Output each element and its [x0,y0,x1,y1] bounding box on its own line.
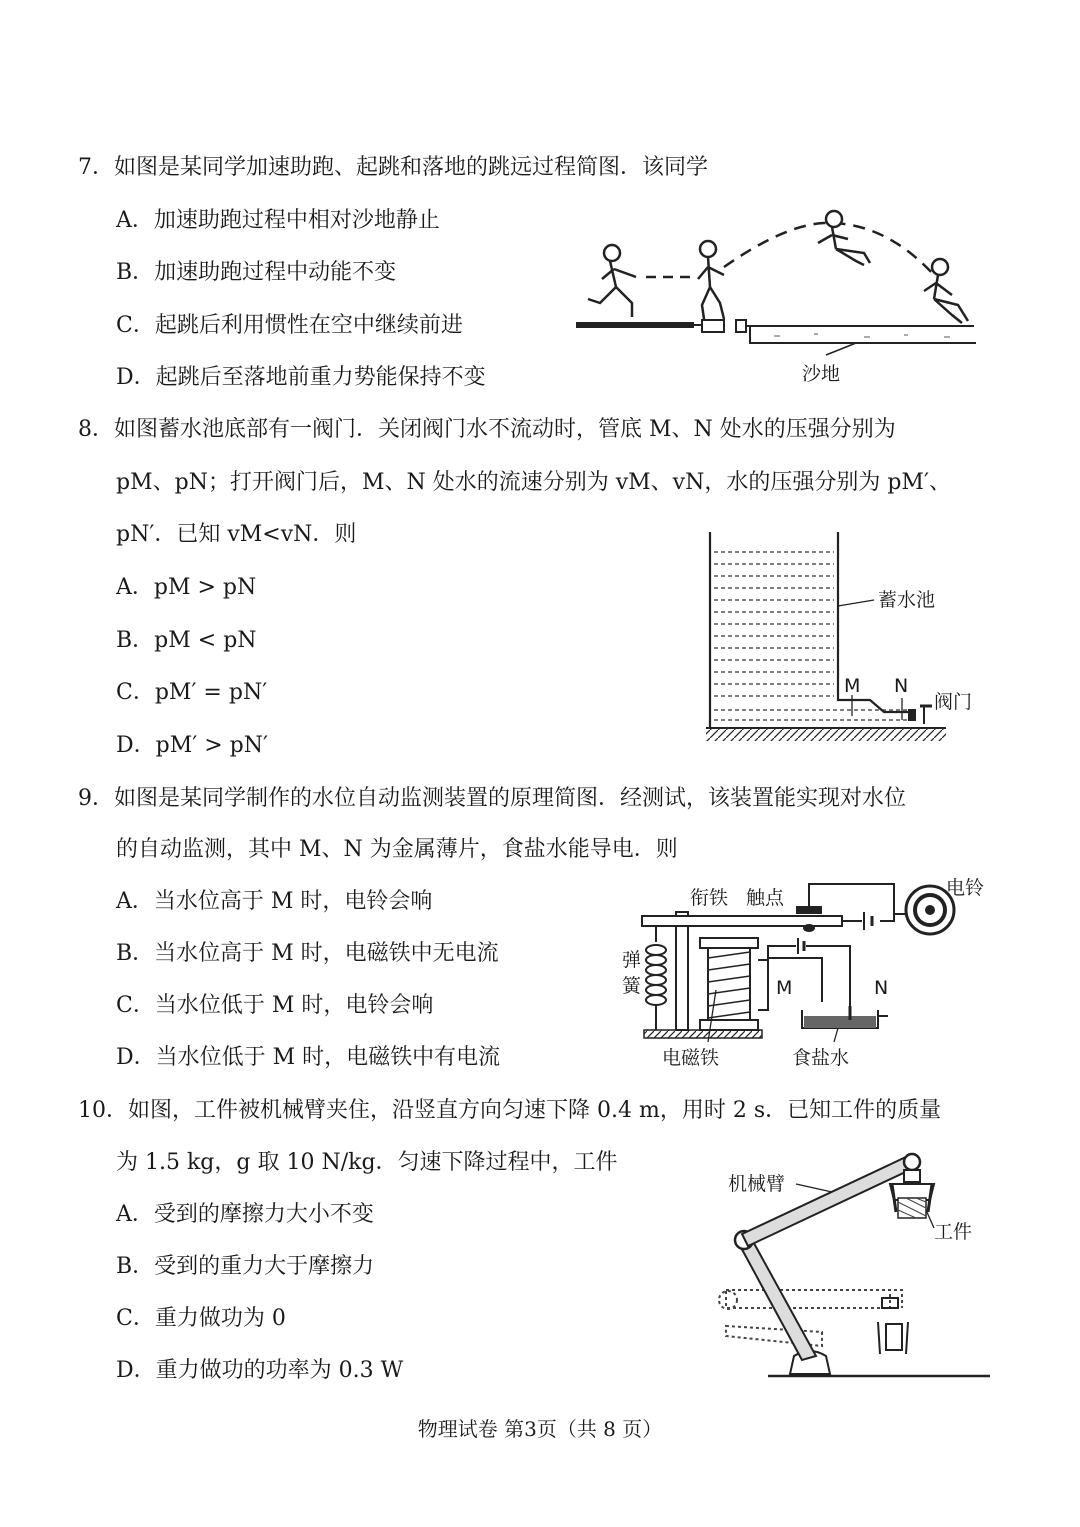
reservoir-figure [702,530,973,745]
q9-stem-line-2: 的自动监测，其中 M、N 为金属薄片，食盐水能导电．则 [116,837,678,862]
electromagnet-label: 电磁铁 [662,1047,720,1069]
jumper-figure-air [818,211,870,265]
spring-label-2: 簧 [622,975,642,997]
armature-label: 衔铁 [690,887,729,909]
long-jump-figure [574,205,980,390]
q8-option-a: A．pM > pN [116,575,257,600]
q9-option-a: A．当水位高于 M 时，电铃会响 [116,889,433,914]
reservoir-label-m: M [844,675,861,697]
q8-stem-line-2: pM、pN；打开阀门后，M、N 处水的流速分别为 vM、vN，水的压强分别为 pM′、 [116,470,951,495]
monitor-label-n: N [874,977,889,999]
q7-option-a: A．加速助跑过程中相对沙地静止 [116,208,440,233]
q9-option-d: D．当水位低于 M 时，电磁铁中有电流 [116,1045,501,1070]
arm-label: 机械臂 [728,1173,786,1195]
q8-option-c: C．pM′ = pN′ [116,680,268,705]
water-level-monitor-figure [612,870,1002,1075]
robotic-arm-figure [712,1150,1002,1390]
q7-stem-line-1: 7．如图是某同学加速助跑、起跳和落地的跳远过程简图．该同学 [78,155,708,180]
q10-option-c: C．重力做功为 0 [116,1306,286,1331]
workpiece-label: 工件 [934,1221,973,1243]
q10-stem-line-2: 为 1.5 kg，g 取 10 N/kg．匀速下降过程中，工件 [116,1150,618,1175]
q10-option-a: A．受到的摩擦力大小不变 [116,1202,374,1227]
bell-label: 电铃 [946,877,985,899]
q10-option-b: B．受到的重力大于摩擦力 [116,1254,375,1279]
monitor-label-m: M [776,977,793,999]
sand-label: 沙地 [802,363,841,385]
q10-option-d: D．重力做功的功率为 0.3 W [116,1358,404,1383]
valve-label: 阀门 [934,691,973,713]
q7-option-d: D．起跳后至落地前重力势能保持不变 [116,365,486,390]
reservoir-label-n: N [894,675,909,697]
q8-option-d: D．pM′ > pN′ [116,733,268,758]
q9-stem-line-1: 9．如图是某同学制作的水位自动监测装置的原理简图．经测试，该装置能实现对水位 [78,786,906,811]
runner-figure-2 [698,241,724,319]
contact-label: 触点 [746,887,785,909]
spring-label-1: 弹 [622,949,642,971]
q9-option-c: C．当水位低于 M 时，电铃会响 [116,993,434,1018]
runner-figure-1 [588,245,636,317]
q7-option-b: B．加速助跑过程中动能不变 [116,260,397,285]
q7-option-c: C．起跳后利用惯性在空中继续前进 [116,313,463,338]
page-footer: 物理试卷 第3页（共 8 页） [417,1417,663,1441]
q8-stem-line-3: pN′．已知 vM<vN．则 [116,522,357,547]
reservoir-label: 蓄水池 [878,589,936,611]
q8-stem-line-1: 8．如图蓄水池底部有一阀门．关闭阀门水不流动时，管底 M、N 处水的压强分别为 [78,417,896,442]
salt-water-label: 食盐水 [792,1047,850,1069]
jumper-figure-landing [924,259,968,323]
q8-option-b: B．pM < pN [116,628,257,653]
q10-stem-line-1: 10．如图，工件被机械臂夹住，沿竖直方向匀速下降 0.4 m，用时 2 s．已知工件的质量 [78,1098,942,1123]
q9-option-b: B．当水位高于 M 时，电磁铁中无电流 [116,941,499,966]
